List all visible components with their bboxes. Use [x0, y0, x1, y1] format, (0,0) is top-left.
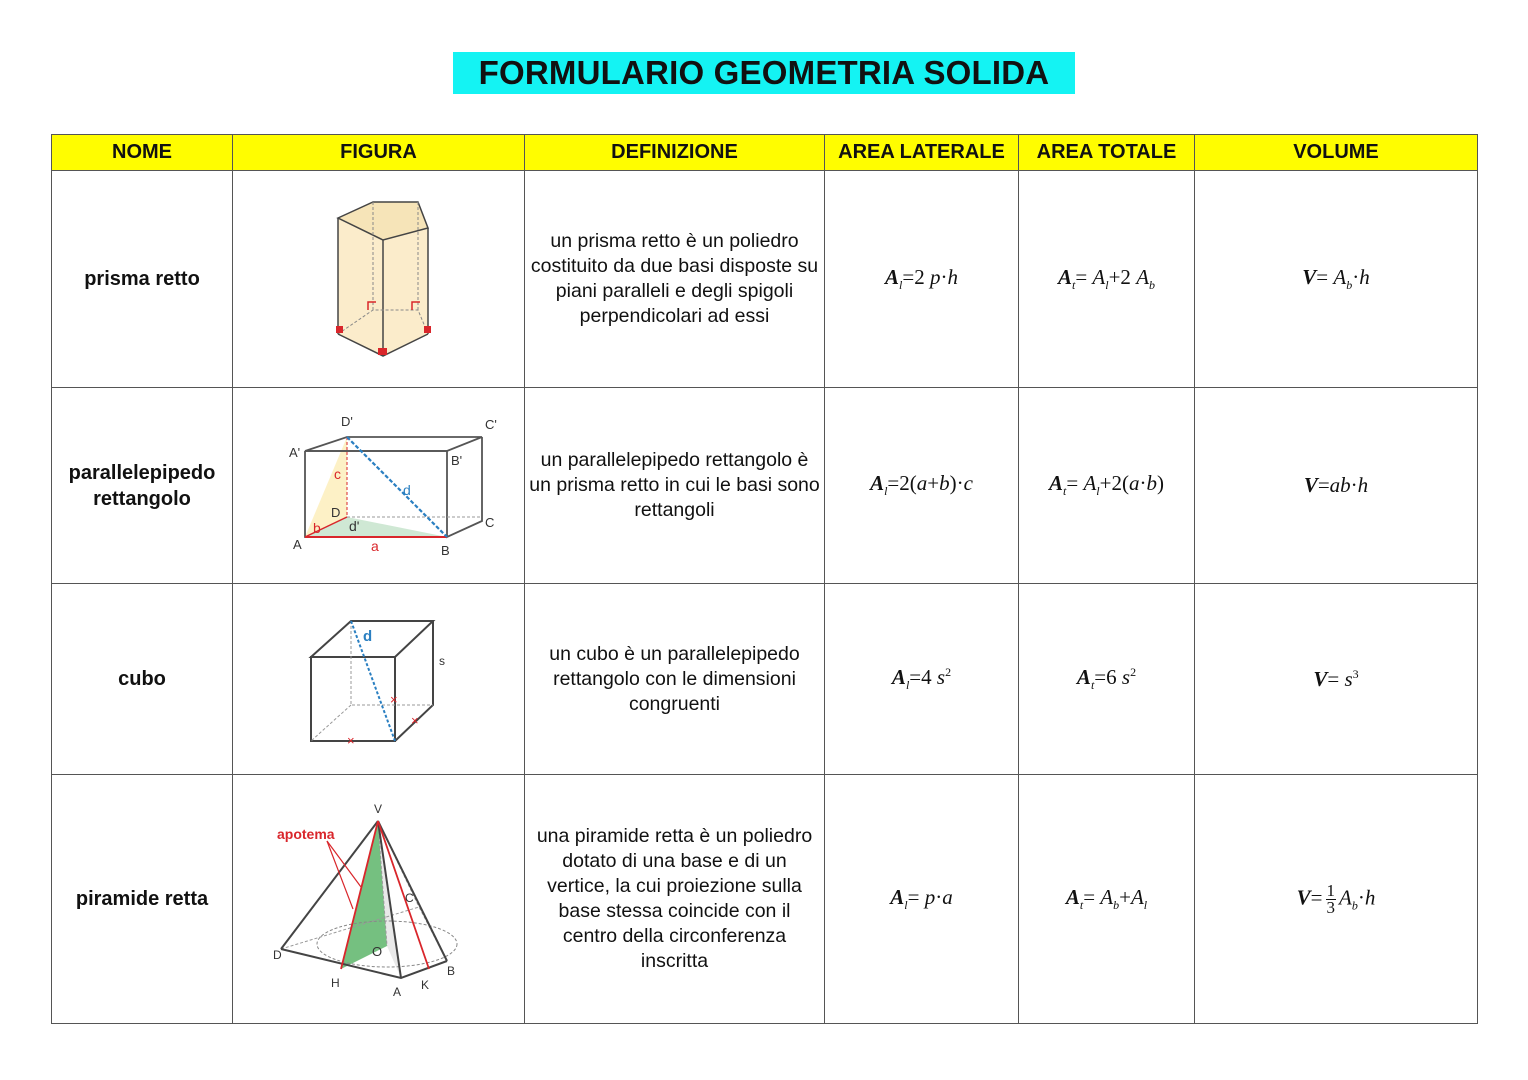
- formula-table: [51, 134, 1478, 1024]
- label-b: b: [312, 519, 321, 536]
- pyramid-drawing: [269, 799, 489, 999]
- formula-area-laterale: $A_l=2$ p·h: [825, 171, 1019, 388]
- cube-drawing: [299, 609, 459, 749]
- mark-congruent-2: ×: [410, 713, 419, 728]
- formula-area-laterale: $A_l=2(a+b)\cdot c$: [825, 388, 1019, 584]
- label-d: d: [402, 481, 411, 498]
- label-b-vertex: B: [440, 542, 450, 558]
- table-row: [52, 775, 1478, 1024]
- label-d-second: d': [348, 517, 359, 534]
- header-nome: NOME: [52, 135, 233, 171]
- page-title: FORMULARIO GEOMETRIA SOLIDA: [453, 52, 1075, 94]
- label-c-vertex: C: [484, 514, 494, 530]
- row-name: piramide retta: [52, 775, 233, 1024]
- label-o: O: [371, 944, 382, 959]
- label-apotema: apotema: [276, 826, 335, 842]
- formula-volume: V=ab·h: [1195, 388, 1478, 584]
- row-definition: una piramide retta è un poliedro dotato di una base e di un vertice, la cui proiezione sulla base stessa coincide con il centro della circonferenza inscritta: [525, 775, 825, 1024]
- label-a-prime: A': [288, 444, 300, 460]
- formula-area-totale: $A_t= A_b+A_l$: [1019, 775, 1195, 1024]
- label-v: V: [373, 802, 382, 816]
- figure-pyramid: [233, 775, 525, 1024]
- label-c: c: [333, 465, 341, 482]
- figure-cube: [233, 584, 525, 775]
- header-area-laterale: AREA LATERALE: [825, 135, 1019, 171]
- formula-volume: $V= s^3$: [1195, 584, 1478, 775]
- header-volume: VOLUME: [1195, 135, 1478, 171]
- row-definition: un parallelepipedo rettangolo è un prisma retto in cui le basi sono rettangoli: [525, 388, 825, 584]
- label-d-vertex: D: [330, 504, 340, 520]
- formula-area-totale: $A_t= A_l+2(a\cdot b)$: [1019, 388, 1195, 584]
- label-s: s: [438, 654, 445, 668]
- formula-area-totale: $A_t= A_l+2$ $A_b$: [1019, 171, 1195, 388]
- figure-prism: [233, 171, 525, 388]
- label-d-prime: D': [340, 413, 353, 429]
- mark-congruent-3: ×: [346, 733, 355, 748]
- row-definition: un prisma retto è un poliedro costituito da due basi disposte su piani paralleli e degli spigoli perpendicolari ad essi: [525, 171, 825, 388]
- label-a: A: [392, 985, 401, 999]
- label-k: K: [420, 978, 429, 992]
- prism-drawing: [304, 194, 454, 364]
- formula-volume: V= $\frac{1}{3}$ $A_b\cdot h$: [1195, 775, 1478, 1024]
- header-row: [52, 135, 1478, 171]
- label-b: B: [446, 964, 455, 978]
- formula-area-laterale: $A_l=4$ $s^2$: [825, 584, 1019, 775]
- label-a: a: [370, 537, 379, 554]
- label-c-prime: C': [484, 416, 497, 432]
- label-c: C: [404, 891, 414, 905]
- formula-area-laterale: $A_l= p\cdot a$: [825, 775, 1019, 1024]
- header-area-totale: AREA TOTALE: [1019, 135, 1195, 171]
- row-name: prisma retto: [52, 171, 233, 388]
- label-a-vertex: A: [292, 536, 302, 552]
- formula-volume: $V= A_b\cdot h$: [1195, 171, 1478, 388]
- table-row: [52, 388, 1478, 584]
- formula-area-totale: $A_t=6$ $s^2$: [1019, 584, 1195, 775]
- parallelepiped-drawing: [259, 411, 499, 561]
- label-d: D: [272, 948, 282, 962]
- table-row: [52, 171, 1478, 388]
- row-definition: un cubo è un parallelepipedo rettangolo con le dimensioni congruenti: [525, 584, 825, 775]
- label-d: d: [362, 628, 372, 645]
- label-h: H: [330, 976, 340, 990]
- label-b-prime: B': [450, 452, 462, 468]
- row-name: parallelepipedo rettangolo: [52, 388, 233, 584]
- header-definizione: DEFINIZIONE: [525, 135, 825, 171]
- figure-parallelepiped: [233, 388, 525, 584]
- row-name: cubo: [52, 584, 233, 775]
- header-figura: FIGURA: [233, 135, 525, 171]
- mark-congruent-1: ×: [389, 692, 398, 707]
- table-row: [52, 584, 1478, 775]
